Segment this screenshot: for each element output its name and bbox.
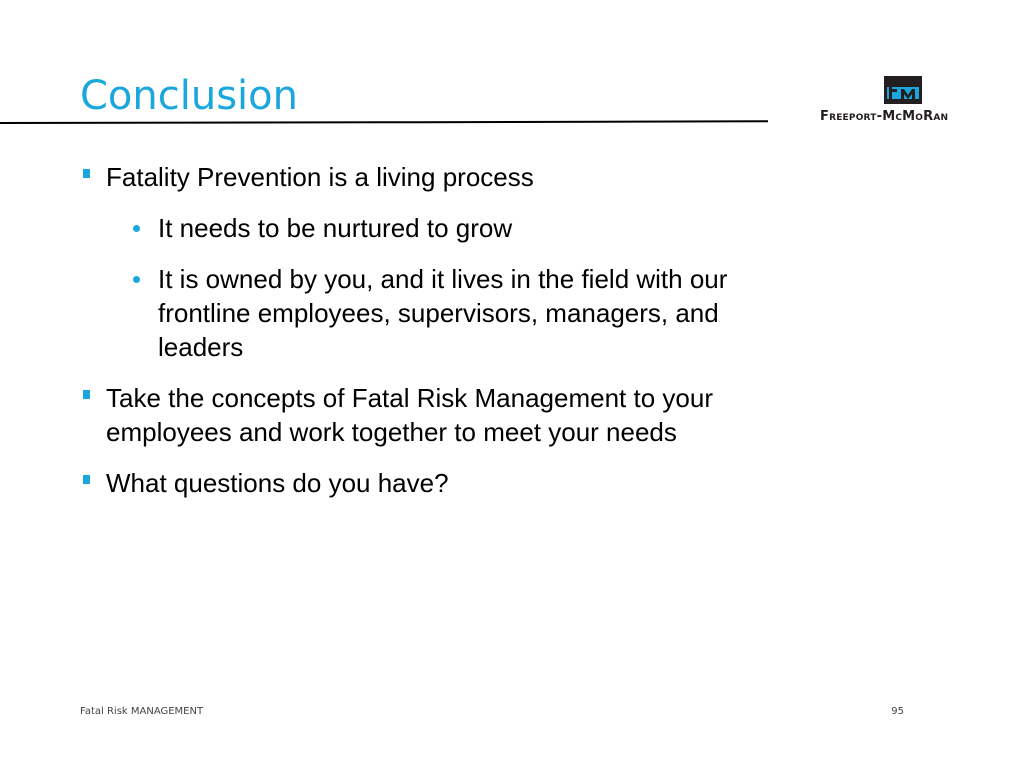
square-bullet-icon [83,475,90,484]
sub-bullet-item [80,211,760,245]
sub-bullet-text: It needs to be nurtured to grow [158,213,513,243]
sub-bullet-text: It is owned by you, and it lives in the field with our frontline employees, supervisors, managers, and leaders [158,264,728,362]
bullet-text: Take the concepts of Fatal Risk Management to your employees and work together to meet your needs [106,383,713,447]
slide-title: Conclusion [80,73,298,119]
title-divider [0,120,768,126]
bullet-text: Fatality Prevention is a living process [106,162,534,192]
bullet-item [80,466,760,500]
dot-bullet-icon [133,225,140,232]
bullet-item [80,160,760,194]
company-logo [820,76,992,126]
bullet-item [80,381,760,449]
bullet-list [80,160,760,500]
square-bullet-icon [83,390,90,399]
dot-bullet-icon [133,276,140,283]
footer-label: Fatal Risk MANAGEMENT [80,706,204,717]
page-number: 95 [891,706,904,717]
logo-wordmark: Freeport-McMoRan [820,109,949,124]
logo-mark-icon [884,76,922,104]
sub-bullet-item [80,262,760,364]
bullet-text: What questions do you have? [106,468,449,498]
square-bullet-icon [83,169,90,178]
